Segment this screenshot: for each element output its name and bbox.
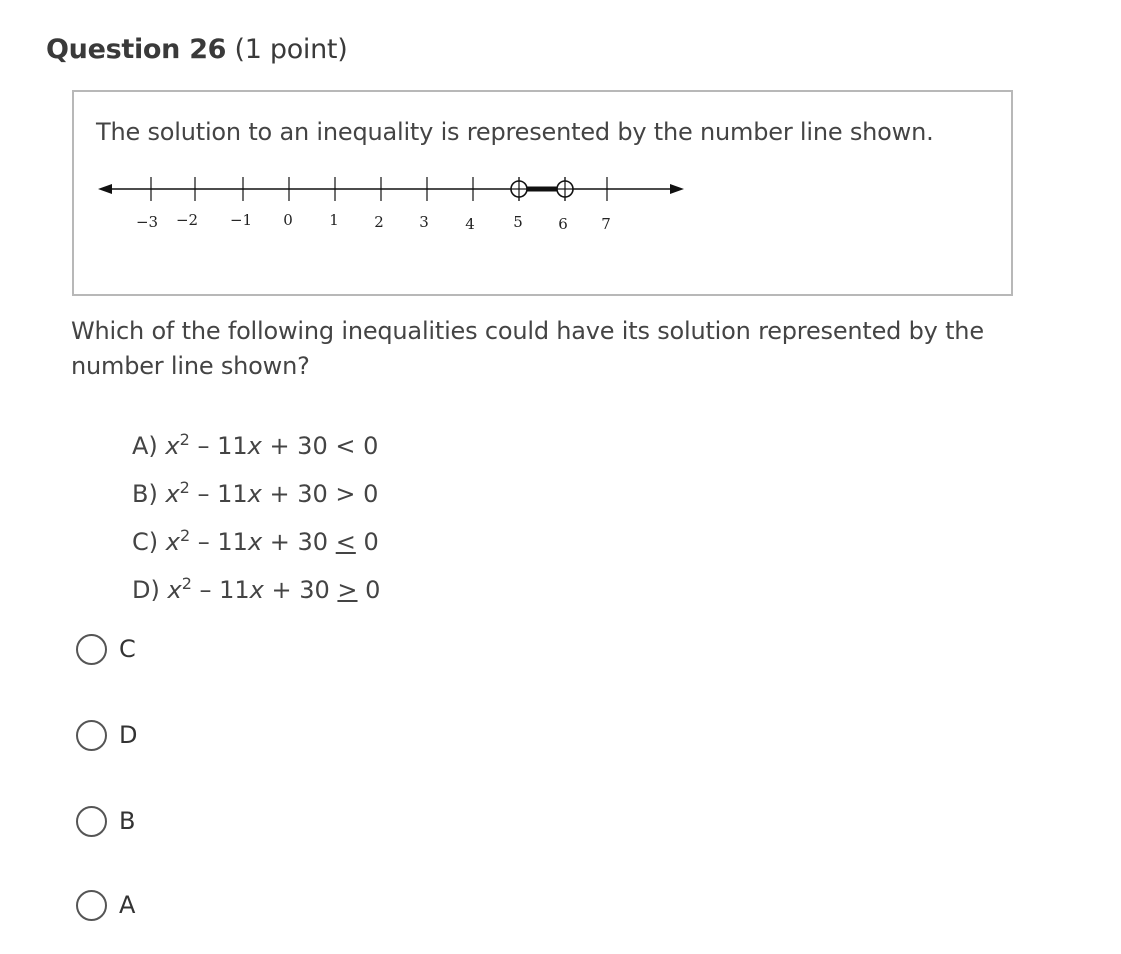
option-label: D <box>119 721 138 749</box>
radio-button[interactable] <box>76 806 107 837</box>
choice-d: D) $x^2 - 11x + 30 > 0$ <box>132 574 381 604</box>
choice-a: A) $x^2 - 11x + 30 < 0$ <box>132 430 379 460</box>
question-prompt: Which of the following inequalities could have its solution represented by the number line shown? <box>71 317 984 380</box>
choice-b: B) $x^2 - 11x + 30 > 0$ <box>132 478 379 508</box>
tick-label: 7 <box>601 215 611 233</box>
question-header <box>46 34 347 65</box>
number-line-left-arrow <box>98 184 112 194</box>
option-label: A <box>119 891 136 919</box>
stimulus-box <box>72 90 1013 296</box>
tick-label: −2 <box>175 211 199 229</box>
radio-button[interactable] <box>76 890 107 921</box>
number-line-right-arrow <box>670 184 684 194</box>
tick-label: 0 <box>283 211 293 229</box>
stimulus-text: The solution to an inequality is represented by the number line shown. <box>96 118 934 146</box>
tick-label: 6 <box>558 215 568 233</box>
option-c[interactable] <box>76 631 276 667</box>
tick-label: 3 <box>419 213 429 231</box>
tick-label: 4 <box>465 215 475 233</box>
option-b[interactable] <box>76 803 276 839</box>
question-title: Question 26 <box>46 34 227 65</box>
number-line <box>74 92 1015 298</box>
option-a[interactable] <box>76 887 276 923</box>
tick-label: 2 <box>374 213 384 231</box>
option-label: C <box>119 635 136 663</box>
question-points: (1 point) <box>226 34 348 65</box>
inequality-choices <box>132 419 380 611</box>
tick-label: 5 <box>513 213 523 231</box>
radio-button[interactable] <box>76 720 107 751</box>
radio-button[interactable] <box>76 634 107 665</box>
tick-label: −3 <box>135 213 159 231</box>
choice-c: C) $x^2 - 11x + 30 < 0$ <box>132 526 379 556</box>
open-endpoint-5 <box>511 177 527 201</box>
tick-label: 1 <box>329 211 339 229</box>
tick-label: −1 <box>229 211 253 229</box>
open-endpoint-6 <box>557 177 573 201</box>
option-d[interactable] <box>76 717 276 753</box>
option-label: B <box>119 807 136 835</box>
